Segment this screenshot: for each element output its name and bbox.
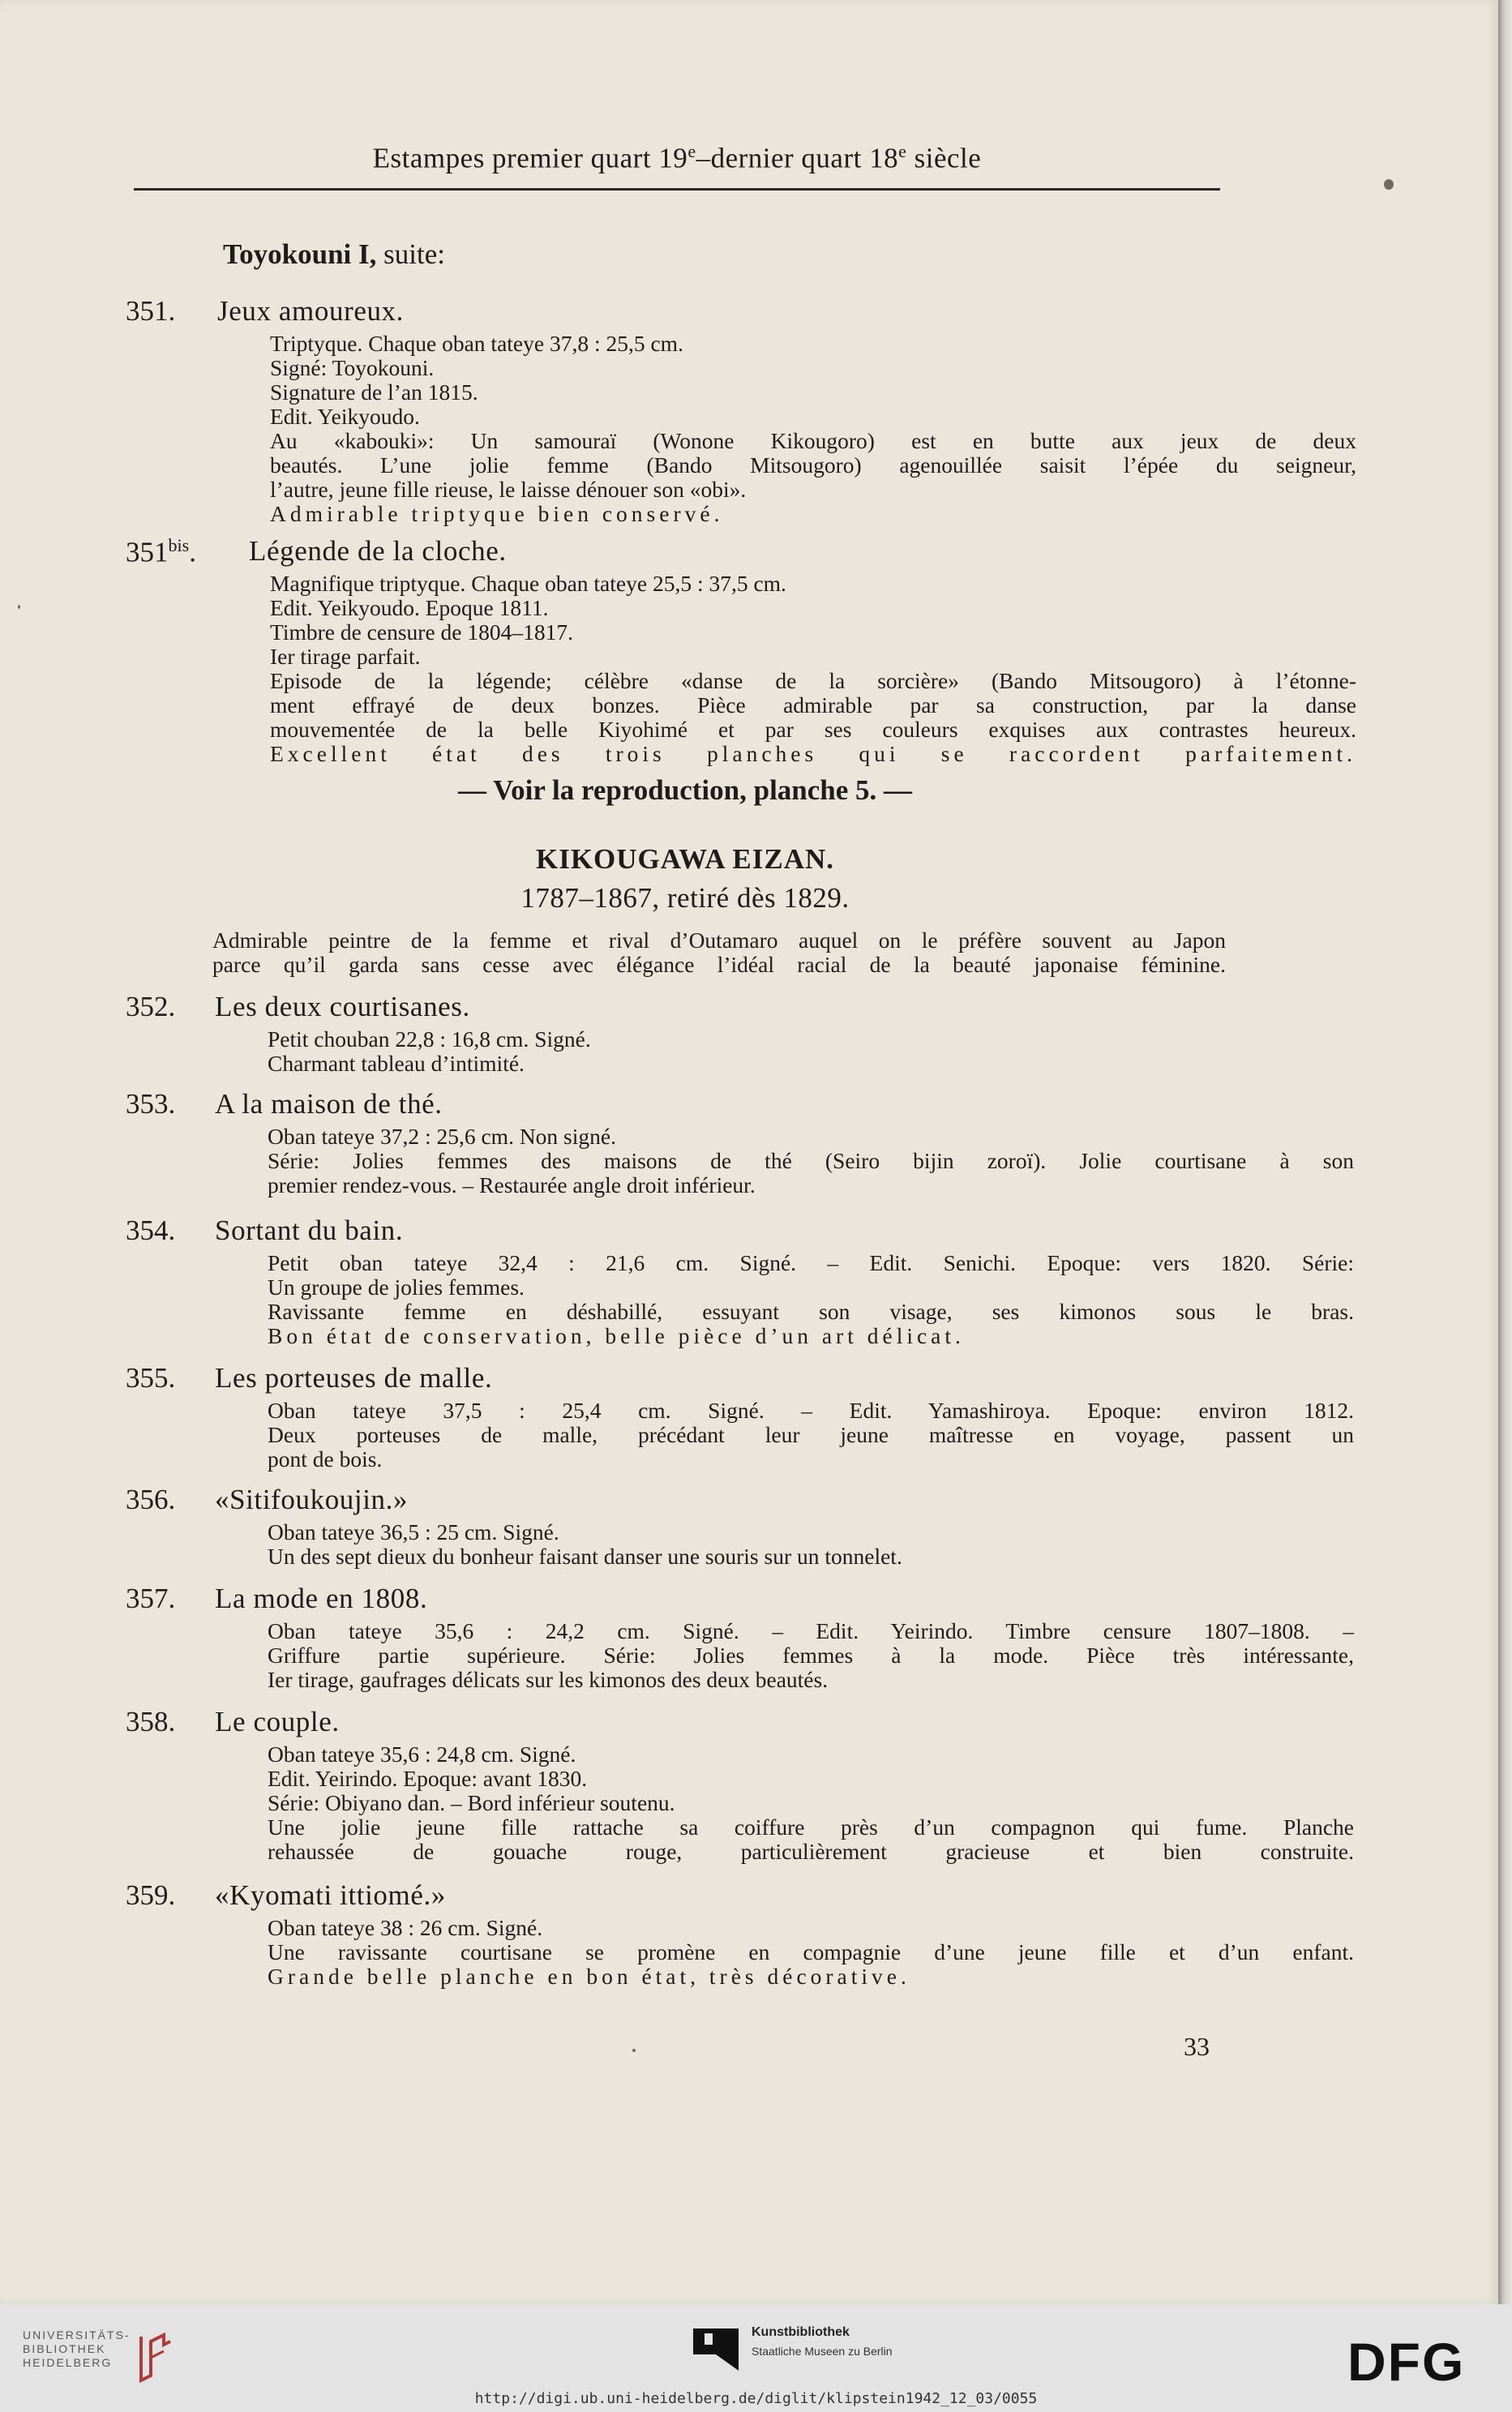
entry-description: Petit chouban 22,8 : 16,8 cm. Signé. Charmant tableau d’intimité. xyxy=(268,1026,591,1076)
entry-description: Oban tateye 37,2 : 25,6 cm. Non signé. Série: Jolies femmes des maisons de thé (Seiro bijin zoroï). Jolie courtisane à son premier rendez-vous. – Restaurée angle droit inférieur. xyxy=(268,1124,1354,1197)
see-reproduction-note: — Voir la reproduction, planche 5. — xyxy=(457,774,913,806)
entry-number: 353. xyxy=(126,1088,176,1120)
paper-speck xyxy=(1384,179,1394,190)
university-emblem-icon xyxy=(136,2328,175,2385)
entry-title: A la maison de thé. xyxy=(215,1088,443,1120)
entry-number: 357. xyxy=(126,1583,176,1614)
entry-description: Oban tateye 38 : 26 cm. Signé. Une ravissante courtisane se promène en compagnie d’une jeune fille et d’un enfant. Grande belle planche en bon état, très décorative. xyxy=(268,1915,1354,1989)
paper-speck xyxy=(18,605,20,609)
entry-number: 351. xyxy=(126,295,176,327)
entry-description: Oban tateye 37,5 : 25,4 cm. Signé. – Edit. Yamashiroya. Epoque: environ 1812. Deux porteuses de malle, précédant leur jeune maîtresse en voyage, passent un pont de bois. xyxy=(268,1398,1354,1472)
entry-description: Magnifique triptyque. Chaque oban tateye 25,5 : 37,5 cm. Edit. Yeikyoudo. Epoque 1811. Timbre de censure de 1804–1817. Ier tirage parfait. Episode de la légende; célèbre «danse de la sorcière» (Bando Mitsougoro) à l’étonne- ment effrayé de deux bonzes. Pièce admirable par sa construction, par la danse mouvementée de la belle Kiyohimé et par ses couleurs exquises aux contrastes heureux. Excellent état des trois planches qui se raccordent parfaitement. xyxy=(270,571,1356,766)
permalink-url[interactable]: http://digi.ub.uni-heidelberg.de/diglit/klipstein1942_12_03/0055 xyxy=(474,2390,1038,2407)
entry-title: Le couple. xyxy=(215,1706,340,1737)
entry-number: 354. xyxy=(126,1215,176,1246)
paper-speck xyxy=(632,2049,636,2052)
page-edge xyxy=(1498,0,1512,2304)
entry-title: La mode en 1808. xyxy=(215,1583,428,1614)
entry-description: Oban tateye 35,6 : 24,2 cm. Signé. – Edit. Yeirindo. Timbre censure 1807–1808. – Griffure partie supérieure. Série: Jolies femmes à la mode. Pièce très intéressante, Ier tirage, gaufrages délicats sur les kimonos des deux beautés. xyxy=(268,1618,1354,1692)
kunstbibliothek-subtitle: Staatliche Museen zu Berlin xyxy=(752,2345,893,2358)
entry-number: 352. xyxy=(126,991,176,1022)
entry-description: Oban tateye 35,6 : 24,8 cm. Signé. Edit. Yeirindo. Epoque: avant 1830. Série: Obiyano dan. – Bord inférieur soutenu. Une jolie jeune fille rattache sa coiffure près d’un compagnon qui fume. Planche rehaussée de gouache rouge, particulièrement gracieuse et bien construite. xyxy=(268,1742,1354,1864)
artist-introduction: Admirable peintre de la femme et rival d’Outamaro auquel on le préfère souvent au Japon parce qu’il garda sans cesse avec élégance l’idéal racial de la beauté japonaise féminine. xyxy=(212,928,1226,977)
university-library-name: UNIVERSITÄTS- BIBLIOTHEK HEIDELBERG xyxy=(23,2328,131,2369)
entry-title: «Kyomati ittiomé.» xyxy=(215,1879,446,1911)
entry-description: Oban tateye 36,5 : 25 cm. Signé. Un des sept dieux du bonheur faisant danser une souris sur un tonnelet. xyxy=(268,1519,902,1569)
artist-name: KIKOUGAWA EIZAN. xyxy=(535,843,835,875)
viewer-footer xyxy=(0,2304,1512,2412)
kunstbibliothek-logo[interactable] xyxy=(693,2320,969,2377)
entry-number: 359. xyxy=(126,1879,176,1911)
entry-number: 358. xyxy=(126,1706,176,1737)
entry-number: $351^{bis}$. xyxy=(126,535,196,568)
section-heading: Toyokouni I, suite: xyxy=(223,238,445,270)
kunstbibliothek-title: Kunstbibliothek xyxy=(752,2325,850,2339)
kunstbibliothek-emblem-icon xyxy=(693,2328,739,2371)
entry-description: Triptyque. Chaque oban tateye 37,8 : 25,5 cm. Signé: Toyokouni. Signature de l’an 1815. Edit. Yeikyoudo. Au «kabouki»: Un samouraï (Wonone Kikougoro) est en butte aux jeux de deux beautés. L’une jolie femme (Bando Mitsougoro) agenouillée saisit l’épée du seigneur, l’autre, jeune fille rieuse, le laisse dénouer son «obi». Admirable triptyque bien conservé. xyxy=(270,331,1356,526)
entry-title: «Sitifoukoujin.» xyxy=(215,1484,409,1515)
entry-number: 355. xyxy=(126,1362,176,1394)
entry-title: Sortant du bain. xyxy=(215,1215,404,1246)
entry-title: Les porteuses de malle. xyxy=(215,1362,493,1394)
running-head: Estampes premier quart 19e–dernier quart 18e siècle xyxy=(372,141,982,174)
entry-title: Les deux courtisanes. xyxy=(215,991,470,1022)
entry-title: Jeux amoureux. xyxy=(217,295,405,327)
page-number: 33 xyxy=(1184,2032,1210,2061)
entry-title: Légende de la cloche. xyxy=(249,535,507,567)
artist-dates: 1787–1867, retiré dès 1829. xyxy=(520,882,850,914)
university-library-logo[interactable] xyxy=(23,2328,185,2385)
dfg-logo[interactable]: DFG xyxy=(1347,2332,1466,2392)
entry-number: 356. xyxy=(126,1484,176,1515)
header-rule xyxy=(134,188,1220,191)
entry-description: Petit oban tateye 32,4 : 21,6 cm. Signé. – Edit. Senichi. Epoque: vers 1820. Série: Un groupe de jolies femmes. Ravissante femme en déshabillé, essuyant son visage, ses kimonos sous le bras. Bon état de conservation, belle pièce d’un art délicat. xyxy=(268,1250,1354,1348)
